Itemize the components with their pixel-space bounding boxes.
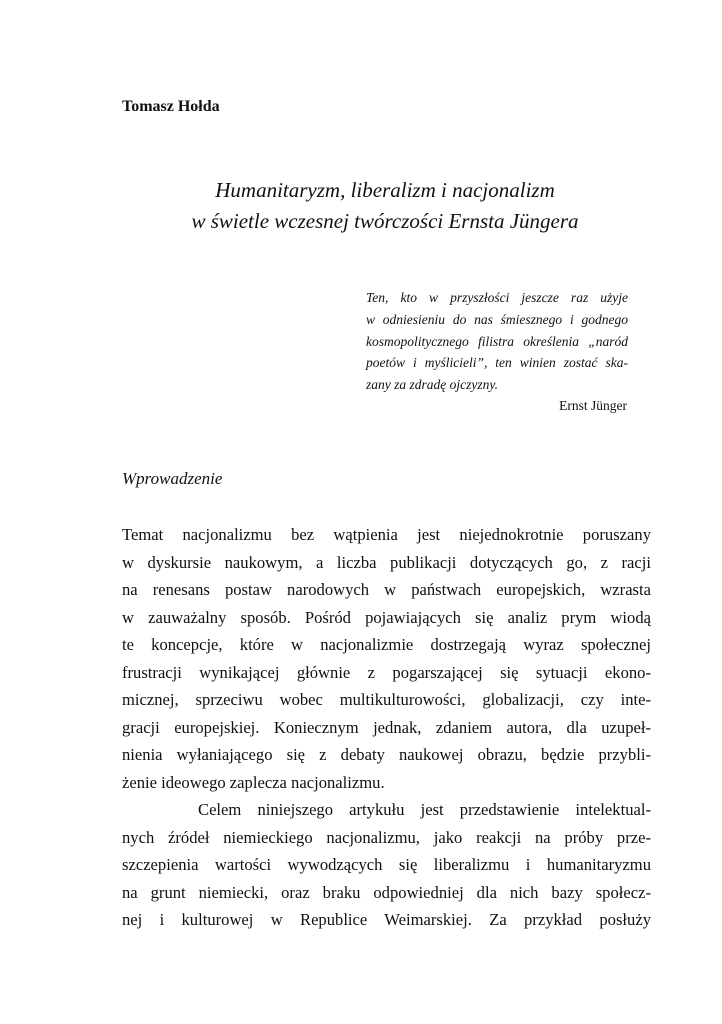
body-line: Celem niniejszego artykułu jest przedstawienie intelektual-	[198, 800, 651, 819]
body-line: te koncepcje, które w nacjonalizmie dostrzegają wyraz społecznej	[122, 635, 651, 654]
body-line: nej i kulturowej w Republice Weimarskiej. Za przykład posłuży	[122, 910, 651, 929]
motto-line: zany za zdradę ojczyzny.	[366, 377, 498, 393]
section-heading: Wprowadzenie	[122, 469, 223, 488]
body-line: nych źródeł niemieckiego nacjonalizmu, jako reakcji na próby prze-	[122, 827, 651, 847]
body-line: gracji europejskiej. Koniecznym jednak, zdaniem autora, dla uzupeł-	[122, 717, 651, 737]
body-line: na renesans postaw narodowych w państwach europejskich, wzrasta	[122, 580, 651, 599]
article-title-line-1: Humanitaryzm, liberalizm i nacjonalizm	[215, 178, 555, 202]
body-line: szczepienia wartości wywodzących się liberalizmu i humanitaryzmu	[122, 855, 651, 874]
motto-line: Ten, kto w przyszłości jeszcze raz użyje	[366, 290, 628, 305]
body-line: micznej, sprzeciwu wobec multikulturowości, globalizacji, czy inte-	[122, 690, 651, 709]
article-title-line-2: w świetle wczesnej twórczości Ernsta Jüngera	[191, 209, 579, 233]
body-line: żenie ideowego zaplecza nacjonalizmu.	[122, 772, 385, 792]
motto-line: w odniesieniu do nas śmiesznego i godnego	[366, 311, 628, 327]
motto-author: Ernst Jünger	[559, 398, 627, 413]
body-line: Temat nacjonalizmu bez wątpienia jest niejednokrotnie poruszany	[122, 525, 651, 544]
body-line: nienia wyłaniającego się z debaty naukowej obrazu, będzie przybli-	[122, 745, 651, 764]
body-line: w dyskursie naukowym, a liczba publikacji dotyczących go, z racji	[122, 552, 651, 572]
motto-line: poetów i myślicieli”, ten winien zostać ska-	[366, 355, 628, 371]
motto-line: kosmopolitycznego filistra określenia „naród	[366, 333, 628, 349]
body-text	[122, 521, 651, 934]
body-line: frustracji wynikającej głównie z pogarszającej się sytuacji ekono-	[122, 662, 651, 682]
motto	[366, 287, 628, 396]
body-line: na grunt niemiecki, oraz braku odpowiedniej dla nich bazy społecz-	[122, 882, 651, 902]
author-name: Tomasz Hołda	[122, 98, 220, 115]
body-line: w zauważalny sposób. Pośród pojawiających się analiz prym wiodą	[122, 607, 651, 627]
